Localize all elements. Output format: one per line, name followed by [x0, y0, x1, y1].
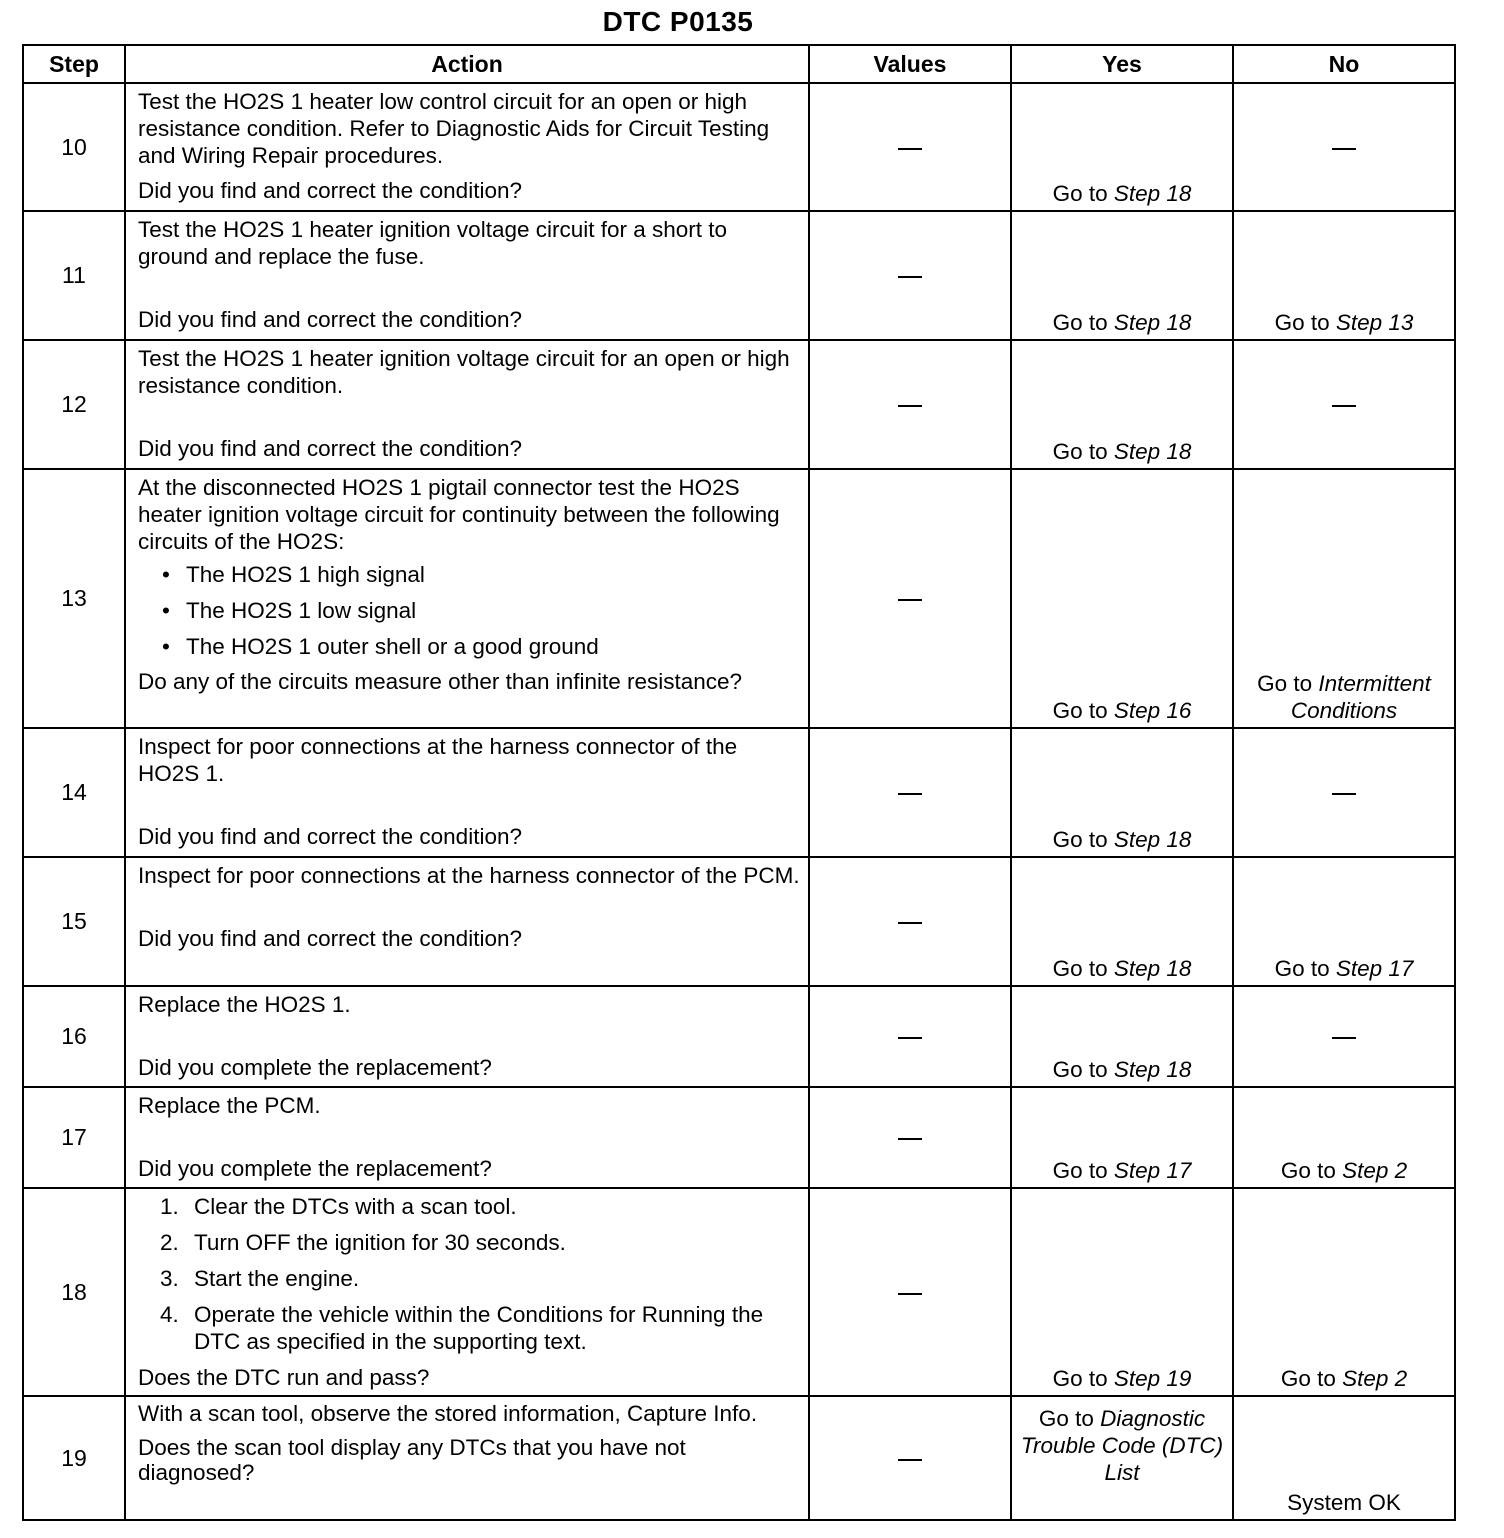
values-cell: [809, 340, 1011, 469]
yes-cell: [1011, 986, 1233, 1087]
action-text: Replace the HO2S 1.: [138, 992, 351, 1017]
action-question: Did you find and correct the condition?: [138, 178, 522, 203]
action-question: Did you complete the replacement?: [138, 1156, 492, 1181]
action-question: Did you find and correct the condition?: [138, 926, 522, 951]
dash-mark: [898, 148, 922, 150]
values-cell: [809, 728, 1011, 857]
no-cell: [1233, 83, 1455, 211]
action-cell: [125, 83, 809, 211]
bullet-icon: •: [162, 562, 170, 587]
yes-cell: [1011, 857, 1233, 986]
document-title: DTC P0135: [602, 6, 754, 37]
no-cell: [1233, 1188, 1455, 1396]
table-row: [23, 986, 1455, 1087]
action-question: Did you find and correct the condition?: [138, 436, 522, 461]
action-cell: [125, 986, 809, 1087]
yes-cell: [1011, 728, 1233, 857]
action-question: Does the scan tool display any DTCs that you have not diagnosed?: [138, 1435, 686, 1485]
action-question: Did you find and correct the condition?: [138, 307, 522, 332]
no-prefix: Go to: [1274, 956, 1330, 981]
header-values: Values: [809, 45, 1011, 83]
no-cell: [1233, 1396, 1455, 1520]
yes-step-link[interactable]: Step 18: [1113, 310, 1192, 335]
no-prefix: Go to: [1274, 310, 1330, 335]
dash-mark: [1332, 148, 1356, 150]
yes-prefix: Go to: [1052, 181, 1108, 206]
dash-mark: [898, 1037, 922, 1039]
values-cell: [809, 1087, 1011, 1188]
table-row: [23, 857, 1455, 986]
no-prefix: Go to: [1257, 671, 1313, 696]
action-text: Test the HO2S 1 heater ignition voltage circuit for an open or high resistance condition.: [138, 346, 790, 398]
yes-cell: [1011, 340, 1233, 469]
list-item: • The HO2S 1 high signal: [162, 562, 425, 587]
values-cell: [809, 211, 1011, 340]
list-item: • The HO2S 1 low signal: [162, 598, 417, 623]
yes-cell: [1011, 1396, 1233, 1520]
values-cell: [809, 986, 1011, 1087]
dash-mark: [898, 599, 922, 601]
yes-step-link[interactable]: Step 16: [1113, 698, 1192, 723]
action-cell: [125, 1396, 809, 1520]
yes-prefix: Go to: [1052, 698, 1108, 723]
action-text: At the disconnected HO2S 1 pigtail connector test the HO2S heater ignition voltage circuit for continuity between the following circuits of the HO2S:: [138, 475, 780, 554]
action-text: Inspect for poor connections at the harness connector of the HO2S 1.: [138, 734, 738, 786]
no-step-link[interactable]: Step 2: [1342, 1158, 1408, 1183]
dtc-table: [22, 44, 1456, 1521]
yes-cell: [1011, 469, 1233, 728]
yes-step-link[interactable]: Step 18: [1113, 956, 1192, 981]
values-cell: [809, 1396, 1011, 1520]
dash-mark: [898, 1138, 922, 1140]
bullet-icon: •: [162, 634, 170, 659]
yes-step-link[interactable]: Step 18: [1113, 1057, 1192, 1082]
step-number: 14: [23, 728, 125, 857]
action-cell: [125, 340, 809, 469]
values-cell: [809, 1188, 1011, 1396]
step-number: 12: [23, 340, 125, 469]
no-cell: [1233, 728, 1455, 857]
action-question: Does the DTC run and pass?: [138, 1365, 430, 1390]
numbered-list: [138, 1193, 800, 1355]
step-number: 18: [23, 1188, 125, 1396]
yes-cell: [1011, 211, 1233, 340]
values-cell: [809, 857, 1011, 986]
yes-cell: [1011, 1188, 1233, 1396]
no-cell: [1233, 986, 1455, 1087]
dash-mark: [1332, 1037, 1356, 1039]
yes-prefix: Go to: [1052, 1057, 1108, 1082]
no-cell: [1233, 1087, 1455, 1188]
bullet-list: [138, 561, 800, 660]
yes-prefix: Go to: [1052, 827, 1108, 852]
step-number: 10: [23, 83, 125, 211]
step-number: 13: [23, 469, 125, 728]
no-step-link[interactable]: Step 13: [1335, 310, 1414, 335]
table-row: [23, 340, 1455, 469]
dash-mark: [898, 405, 922, 407]
dash-mark: [898, 922, 922, 924]
no-step-link[interactable]: Step 2: [1342, 1366, 1408, 1391]
table-row: [23, 211, 1455, 340]
dash-mark: [1332, 793, 1356, 795]
action-question: Did you find and correct the condition?: [138, 824, 522, 849]
step-number: 15: [23, 857, 125, 986]
action-text: With a scan tool, observe the stored information, Capture Info.: [138, 1401, 758, 1426]
values-cell: [809, 469, 1011, 728]
yes-prefix: Go to: [1052, 310, 1108, 335]
yes-cell: [1011, 83, 1233, 211]
values-cell: [809, 83, 1011, 211]
yes-step-link[interactable]: Step 18: [1113, 827, 1192, 852]
dash-mark: [898, 1293, 922, 1295]
action-cell: [125, 728, 809, 857]
table-header-row: [23, 45, 1455, 83]
yes-step-link[interactable]: Step 18: [1113, 439, 1192, 464]
action-cell: [125, 211, 809, 340]
action-question: Do any of the circuits measure other than infinite resistance?: [138, 669, 743, 694]
yes-prefix: Go to: [1038, 1406, 1094, 1431]
action-text: Test the HO2S 1 heater ignition voltage circuit for a short to ground and replace the fuse.: [138, 217, 728, 269]
action-cell: [125, 1087, 809, 1188]
no-cell: [1233, 857, 1455, 986]
yes-prefix: Go to: [1052, 439, 1108, 464]
no-step-link[interactable]: Intermittent Conditions: [1290, 671, 1431, 723]
list-item: 1. Clear the DTCs with a scan tool.: [160, 1194, 517, 1219]
yes-step-link[interactable]: Step 18: [1113, 181, 1192, 206]
table-row: [23, 1188, 1455, 1396]
list-item: 4. Operate the vehicle within the Conditions for Running the DTC as specified in the supporting text.: [160, 1302, 764, 1354]
list-item: 2. Turn OFF the ignition for 30 seconds.: [160, 1230, 566, 1255]
dash-mark: [898, 793, 922, 795]
table-row: [23, 1087, 1455, 1188]
no-step-link[interactable]: Step 17: [1335, 956, 1414, 981]
header-step: Step: [23, 45, 125, 83]
action-question: Did you complete the replacement?: [138, 1055, 492, 1080]
table-row: [23, 469, 1455, 728]
yes-step-link[interactable]: Step 17: [1113, 1158, 1192, 1183]
header-no: No: [1233, 45, 1455, 83]
list-item: 3. Start the engine.: [160, 1266, 360, 1291]
no-cell: [1233, 469, 1455, 728]
table-row: [23, 728, 1455, 857]
bullet-icon: •: [162, 598, 170, 623]
header-action: Action: [125, 45, 809, 83]
table-row: [23, 83, 1455, 211]
table-row: [23, 1396, 1455, 1520]
action-cell: [125, 469, 809, 728]
yes-step-link[interactable]: Diagnostic Trouble Code (DTC) List: [1020, 1406, 1224, 1485]
yes-prefix: Go to: [1052, 1366, 1108, 1391]
dash-mark: [898, 1459, 922, 1461]
no-cell: [1233, 340, 1455, 469]
action-cell: [125, 1188, 809, 1396]
no-result-text: System OK: [1287, 1490, 1401, 1515]
step-number: 17: [23, 1087, 125, 1188]
list-item: • The HO2S 1 outer shell or a good ground: [162, 634, 599, 659]
action-cell: [125, 857, 809, 986]
step-number: 11: [23, 211, 125, 340]
action-text: Test the HO2S 1 heater low control circuit for an open or high resistance condition. Refer to Diagnostic Aids for Circuit Testing and Wiring Repair procedures.: [138, 89, 770, 168]
step-number: 19: [23, 1396, 125, 1520]
no-prefix: Go to: [1280, 1366, 1336, 1391]
action-text: Inspect for poor connections at the harness connector of the PCM.: [138, 863, 800, 888]
no-cell: [1233, 211, 1455, 340]
yes-prefix: Go to: [1052, 956, 1108, 981]
dash-mark: [898, 276, 922, 278]
header-yes: Yes: [1011, 45, 1233, 83]
dash-mark: [1332, 405, 1356, 407]
step-number: 16: [23, 986, 125, 1087]
yes-cell: [1011, 1087, 1233, 1188]
action-text: Replace the PCM.: [138, 1093, 321, 1118]
no-prefix: Go to: [1280, 1158, 1336, 1183]
yes-step-link[interactable]: Step 19: [1113, 1366, 1192, 1391]
yes-prefix: Go to: [1052, 1158, 1108, 1183]
